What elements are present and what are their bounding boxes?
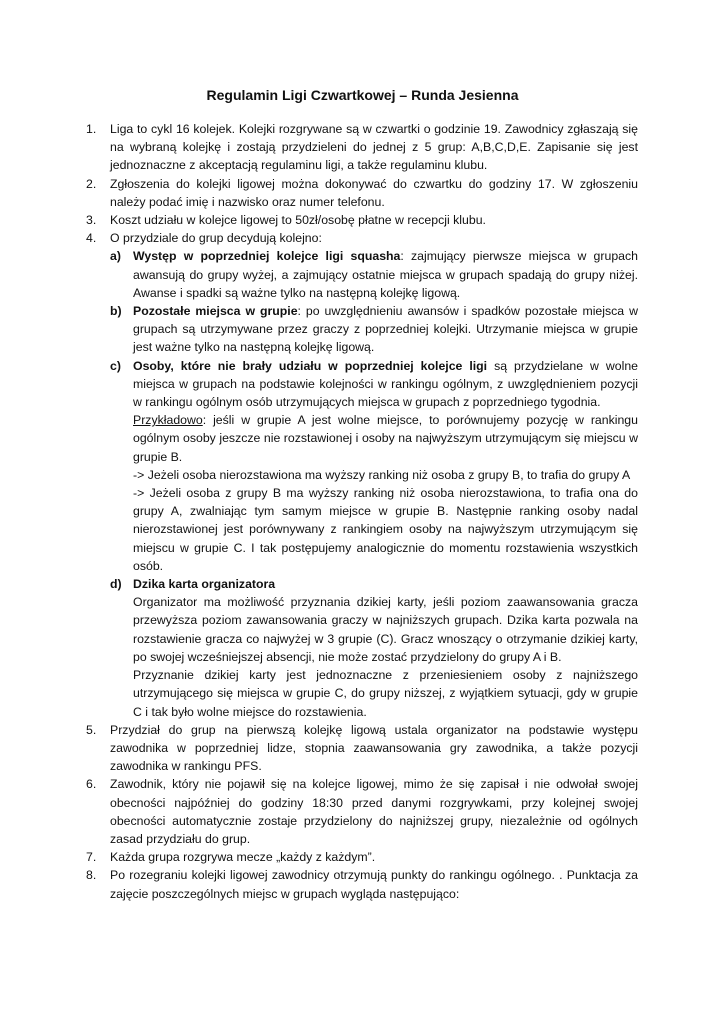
sub-text: są przydzielane w wolne miejsca w grupach na podstawie kolejności w rankingu ogólnym, z uwzględnieniem pozycji w rankingu ogólnym osób utrzymujących miejsca w grupach z poprzedniego tygodnia. — [133, 358, 639, 410]
page-title: Regulamin Ligi Czwartkowej – Runda Jesienna — [206, 87, 519, 103]
sub-letter: b) — [110, 304, 122, 319]
rules-list — [86, 120, 638, 903]
item-text: Koszt udziału w kolejce ligowej to 50zł/osobę płatne w recepcji klubu. — [110, 213, 486, 228]
sub-text: : po uwzględnieniu awansów i spadków pozostałe miejsca w grupach są utrzymywane przez graczy z poprzedniej kolejki. Utrzymanie miejsca w grupie jest ważne tylko na następną kolejkę ligową. — [133, 304, 638, 355]
sub-item-d — [110, 575, 638, 721]
list-item — [86, 229, 638, 720]
sub-paragraph — [133, 357, 638, 412]
example-text: : jeśli w grupie A jest wolne miejsce, to porównujemy pozycję w rankingu ogólnym osoby jeszcze nie rozstawionej i osoby na najwyższym utrzymującym się miejscu w grupie B. — [133, 413, 638, 464]
item-number: 6. — [86, 777, 97, 792]
example-paragraph — [133, 411, 638, 466]
sub-letter: c) — [110, 358, 121, 373]
list-item — [86, 775, 638, 848]
item-text: Zgłoszenia do kolejki ligowej można dokonywać do czwartku do godziny 17. W zgłoszeniu należy podać imię i nazwisko oraz numer telefonu. — [110, 176, 638, 209]
item-text: O przydziale do grup decydują kolejno: — [110, 231, 322, 246]
sub-letter: a) — [110, 249, 121, 264]
sub-item-c — [110, 357, 638, 575]
sub-heading: Występ w poprzedniej kolejce ligi squasha — [133, 249, 401, 264]
arrow-line-2: -> Jeżeli osoba z grupy B ma wyższy ranking niż osoba nierozstawiona, to trafia ona do grupy A, zwalniając tym samym miejsce w grupie B. Następnie ranking osoby nadal nierozstawionej jest porównywany z rankingiem osoby na najwyższym utrzymującym się miejscu w grupie C. I tak postępujemy analogicznie do momentu rozstawienia wszystkich osób. — [133, 486, 638, 573]
item-number: 8. — [86, 868, 97, 883]
example-label: Przykładowo — [133, 413, 203, 428]
item-number: 4. — [86, 231, 97, 246]
sub-item-a — [110, 247, 638, 302]
sub-text: : zajmujący pierwsze miejsca w grupach awansują do grupy wyżej, a zajmujący ostatnie miejsca w grupach spadają do grupy niżej. Awanse i spadki są ważne tylko na następną kolejkę ligową. — [133, 249, 638, 300]
sub-letter: d) — [110, 577, 122, 592]
wildcard-paragraph-2: Przyznanie dzikiej karty jest jednoznaczne z przeniesieniem osoby z najniższego utrzymującego się miejsca w grupie C, do grupy niższej, z wyjątkiem sytuacji, gdy w grupie C i tak było wolne miejsce do rozstawienia. — [133, 668, 638, 719]
sub-heading: Osoby, które nie brały udziału w poprzedniej kolejce ligi — [133, 358, 488, 373]
sub-heading: Dzika karta organizatora — [133, 577, 276, 592]
item-text: Liga to cykl 16 kolejek. Kolejki rozgrywane są w czwartki o godzinie 19. Zawodnicy zgłaszają się na wybraną kolejkę i zostają przydzieleni do jednej z 5 grup: A,B,C,D,E. Zapisanie się jest jednoznaczne z akceptacją regulaminu ligi, a także regulaminu klubu. — [110, 122, 638, 173]
list-item — [86, 866, 638, 902]
list-item — [86, 721, 638, 776]
item-text: Zawodnik, który nie pojawił się na kolejce ligowej, mimo że się zapisał i nie odwołał swojej obecności najpóźniej do godziny 18:30 przed danymi rozgrywkami, przy kolejnej swojej obecności automatycznie zostaje przydzielony do najniższej grupy, niezależnie od ogólnych zasad przydziału do grup. — [110, 777, 638, 846]
sub-item-b — [110, 302, 638, 357]
item-text: Każda grupa rozgrywa mecze „każdy z każdym”. — [110, 850, 376, 865]
list-item — [86, 120, 638, 175]
sub-heading: Pozostałe miejsca w grupie — [133, 304, 298, 319]
wildcard-paragraph-1: Organizator ma możliwość przyznania dzikiej karty, jeśli poziom zaawansowania gracza przewyższa poziom zawansowania graczy w najniższych grupach. Dzika karta pozwala na rozstawienie gracza co najwyżej w 3 grupie (C). Gracz wnoszący o otrzymanie dzikiej karty, po swojej wcześniejszej absencji, nie może zostać przydzielony do grupy A i B. — [133, 595, 638, 664]
list-item — [86, 211, 638, 229]
item-number: 5. — [86, 722, 97, 737]
item-number: 3. — [86, 213, 97, 228]
item-text: Przydział do grup na pierwszą kolejkę ligową ustala organizator na podstawie występu zawodnika w poprzedniej lidze, stopnia zaawansowania gry zawodnika, a także pozycji zawodnika w rankingu PFS. — [110, 722, 638, 774]
list-item — [86, 175, 638, 211]
arrow-line-1: -> Jeżeli osoba nierozstawiona ma wyższy ranking niż osoba z grupy B, to trafia do grupy A — [133, 467, 631, 482]
item-number: 2. — [86, 176, 97, 191]
item-number: 7. — [86, 850, 97, 865]
item-text: Po rozegraniu kolejki ligowej zawodnicy otrzymują punkty do rankingu ogólnego. . Punktacja za zajęcie poszczególnych miejsc w grupach wygląda następująco: — [110, 868, 638, 901]
list-item — [86, 848, 638, 866]
item-number: 1. — [86, 122, 97, 136]
